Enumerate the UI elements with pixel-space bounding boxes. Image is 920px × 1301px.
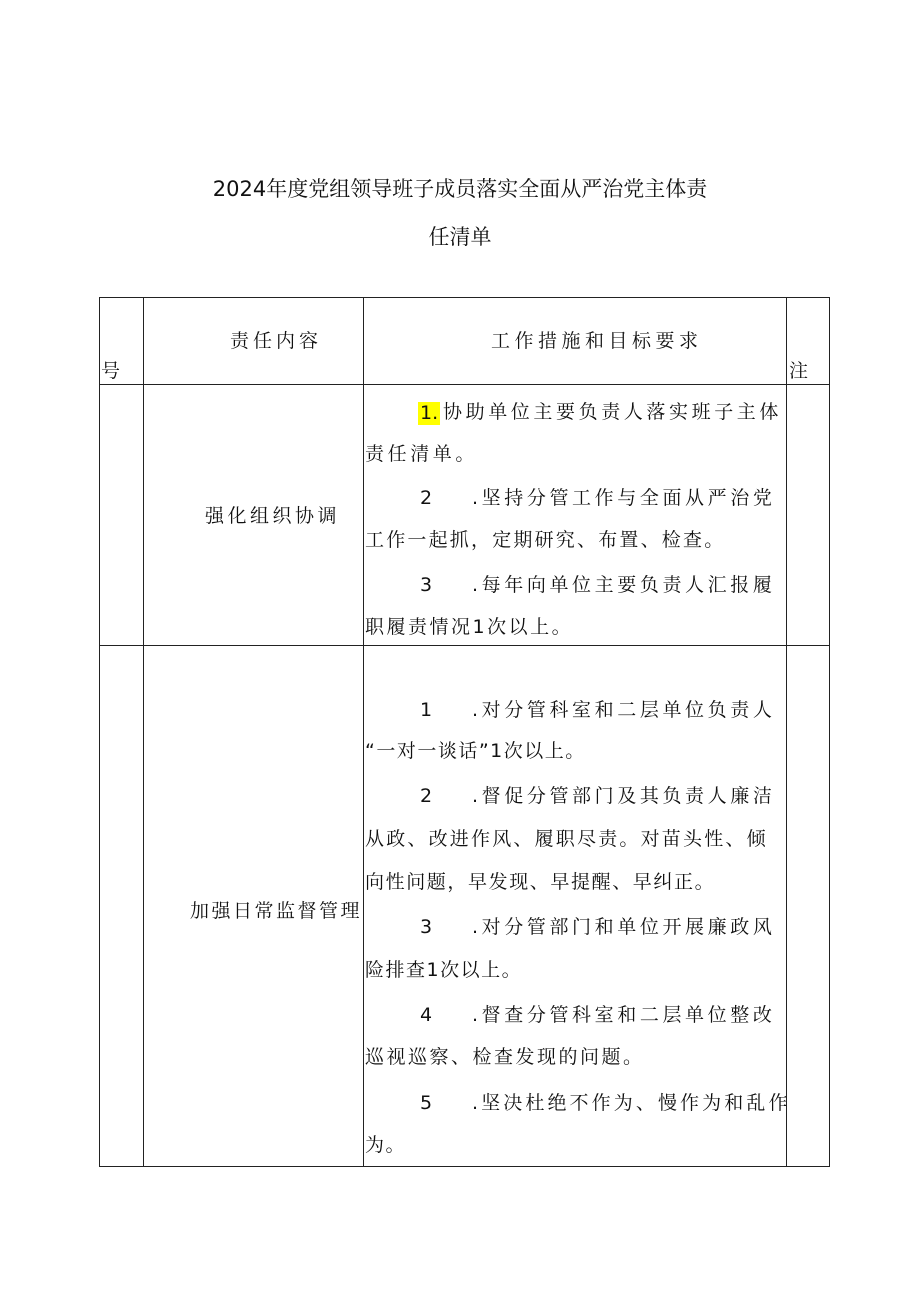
header-measures: 工作措施和目标要求: [491, 330, 703, 352]
row1-item1-line1: 协助单位主要负责人落实班子主体: [443, 401, 783, 423]
row2-item5-number: 5: [420, 1092, 433, 1114]
table-divider-header: [99, 384, 830, 385]
table-border-top: [99, 297, 830, 298]
table-divider-col1: [143, 297, 144, 1167]
row2-item5-line2: 为。: [365, 1134, 407, 1156]
table-divider-col2: [363, 297, 364, 1167]
row2-item4-number: 4: [420, 1004, 433, 1026]
row1-item3-number: 3: [420, 574, 433, 596]
table-divider-row1: [99, 645, 830, 646]
row2-item2-number: 2: [420, 785, 433, 807]
row2-item4-line1: .督查分管科室和二层单位整改: [472, 1004, 776, 1026]
row2-item1-line1: .对分管科室和二层单位负责人: [472, 699, 776, 721]
row2-item3-number: 3: [420, 916, 433, 938]
document-title-line1: 2024年度党组领导班子成员落实全面从严治党主体责: [212, 177, 708, 201]
row2-item3-line2: 险排查1次以上。: [365, 959, 523, 981]
document-title-line2: 任清单: [428, 225, 492, 249]
row1-content: 强化组织协调: [205, 505, 341, 527]
row1-item1-number: 1.: [420, 402, 439, 424]
row2-item5-line1: .坚决杜绝不作为、慢作为和乱作: [472, 1092, 791, 1114]
row1-item1-line2: 责任清单。: [365, 443, 479, 465]
row2-item2-line3: 向性问题，早发现、早提醒、早纠正。: [365, 871, 716, 893]
header-no: 号: [101, 360, 121, 382]
table-divider-col3: [786, 297, 787, 1167]
row2-item2-line1: .督促分管部门及其负责人廉洁: [472, 785, 776, 807]
row2-item4-line2: 巡视巡察、检查发现的问题。: [365, 1046, 645, 1068]
table-border-right: [829, 297, 830, 1167]
row1-item2-line2: 工作一起抓，定期研究、布置、检查。: [365, 529, 726, 551]
row1-item2-line1: .坚持分管工作与全面从严治党: [472, 487, 776, 509]
row2-item2-line2: 从政、改进作风、履职尽责。对苗头性、倾: [365, 828, 768, 850]
table-border-left: [99, 297, 100, 1167]
row2-content: 加强日常监督管理: [190, 900, 363, 922]
header-content: 责任内容: [230, 330, 323, 352]
row1-item3-line1: .每年向单位主要负责人汇报履: [472, 574, 776, 596]
row2-item1-line2: “一对一谈话”1次以上。: [365, 740, 586, 762]
row2-item3-line1: .对分管部门和单位开展廉政风: [472, 916, 776, 938]
row1-item3-line2: 职履责情况1次以上。: [365, 616, 574, 638]
row2-item1-number: 1: [420, 699, 433, 721]
row1-item2-number: 2: [420, 487, 433, 509]
header-note: 注: [789, 360, 809, 382]
table-border-bottom: [99, 1166, 830, 1167]
